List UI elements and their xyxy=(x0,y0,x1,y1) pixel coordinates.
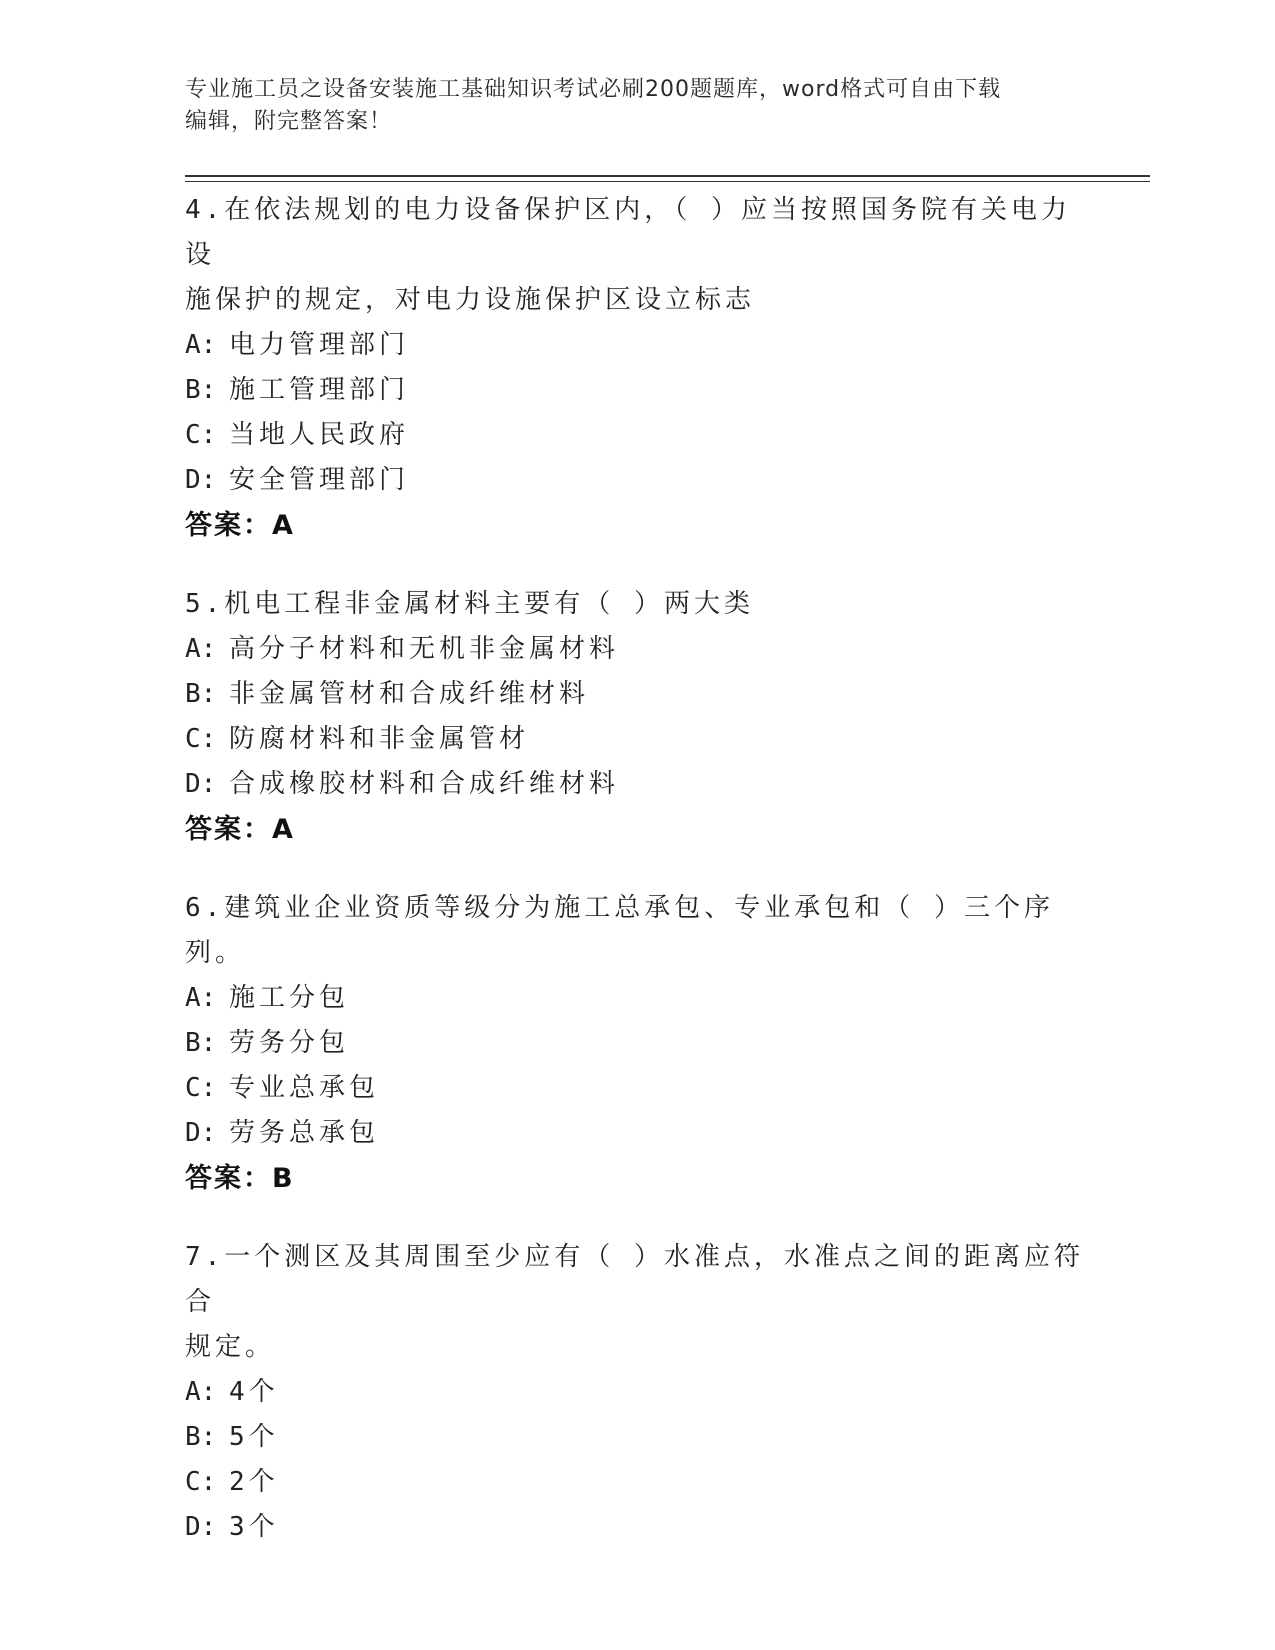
question-7-text-line-1: 7.一个测区及其周围至少应有（ ）水准点，水准点之间的距离应符合 xyxy=(185,1242,1084,1317)
question-6-option-c xyxy=(185,1066,1085,1111)
option-letter: A: xyxy=(185,330,217,360)
option-text: 5个 xyxy=(229,1422,279,1452)
option-letter: D: xyxy=(185,769,217,799)
option-text: 非金属管材和合成纤维材料 xyxy=(229,679,590,709)
question-4-option-b xyxy=(185,368,1085,413)
question-4-option-d xyxy=(185,458,1085,503)
option-text: 劳务分包 xyxy=(229,1028,350,1058)
option-letter: D: xyxy=(185,1118,217,1148)
question-7-option-a xyxy=(185,1370,1085,1415)
option-text: 2个 xyxy=(229,1467,279,1497)
option-letter: B: xyxy=(185,679,217,709)
option-letter: B: xyxy=(185,1422,217,1452)
option-letter: A: xyxy=(185,634,217,664)
option-letter: D: xyxy=(185,1512,217,1542)
question-5-option-d xyxy=(185,762,1085,807)
header-divider-thin xyxy=(185,181,1150,182)
option-letter: B: xyxy=(185,375,217,405)
question-4-text-line-1: 4.在依法规划的电力设备保护区内，（ ）应当按照国务院有关电力设 xyxy=(185,195,1071,270)
option-letter: C: xyxy=(185,1073,217,1103)
option-text: 施工管理部门 xyxy=(229,375,410,405)
question-5-option-c xyxy=(185,717,1085,762)
question-7-option-c xyxy=(185,1460,1085,1505)
option-text: 4个 xyxy=(229,1377,279,1407)
option-letter: C: xyxy=(185,1467,217,1497)
question-5-option-a xyxy=(185,627,1085,672)
question-4 xyxy=(185,188,1085,548)
option-letter: A: xyxy=(185,1377,217,1407)
option-letter: D: xyxy=(185,465,217,495)
question-7-option-d xyxy=(185,1505,1085,1550)
question-4-answer: 答案：A xyxy=(185,510,295,541)
option-letter: C: xyxy=(185,420,217,450)
question-5-option-b xyxy=(185,672,1085,717)
question-list xyxy=(185,188,1085,1584)
option-text: 3个 xyxy=(229,1512,279,1542)
header-divider-thick xyxy=(185,175,1150,177)
question-4-option-c xyxy=(185,413,1085,458)
question-4-option-a xyxy=(185,323,1085,368)
question-5 xyxy=(185,582,1085,852)
question-6 xyxy=(185,886,1085,1201)
option-letter: C: xyxy=(185,724,217,754)
header-line-2: 编辑，附完整答案！ xyxy=(185,109,393,134)
option-text: 劳务总承包 xyxy=(229,1118,380,1148)
option-text: 高分子材料和无机非金属材料 xyxy=(229,634,620,664)
option-text: 电力管理部门 xyxy=(229,330,410,360)
question-6-option-b xyxy=(185,1021,1085,1066)
header-line-1: 专业施工员之设备安装施工基础知识考试必刷200题题库，word格式可自由下载 xyxy=(185,77,1002,102)
question-7 xyxy=(185,1235,1085,1550)
question-6-option-d xyxy=(185,1111,1085,1156)
document-header xyxy=(185,74,1085,138)
question-7-option-b xyxy=(185,1415,1085,1460)
option-text: 当地人民政府 xyxy=(229,420,410,450)
question-5-text-line-1: 5.机电工程非金属材料主要有（ ）两大类 xyxy=(185,589,754,619)
question-4-text-line-2: 施保护的规定，对电力设施保护区设立标志 xyxy=(185,285,756,315)
question-5-answer: 答案：A xyxy=(185,814,295,845)
option-text: 合成橡胶材料和合成纤维材料 xyxy=(229,769,620,799)
option-text: 专业总承包 xyxy=(229,1073,380,1103)
question-6-answer: 答案：B xyxy=(185,1163,295,1194)
question-6-option-a xyxy=(185,976,1085,1021)
option-letter: A: xyxy=(185,983,217,1013)
question-6-text-line-1: 6.建筑业企业资质等级分为施工总承包、专业承包和（ ）三个序列。 xyxy=(185,893,1054,968)
option-text: 施工分包 xyxy=(229,983,350,1013)
option-text: 防腐材料和非金属管材 xyxy=(229,724,530,754)
question-7-text-line-2: 规定。 xyxy=(185,1332,276,1362)
option-letter: B: xyxy=(185,1028,217,1058)
option-text: 安全管理部门 xyxy=(229,465,410,495)
